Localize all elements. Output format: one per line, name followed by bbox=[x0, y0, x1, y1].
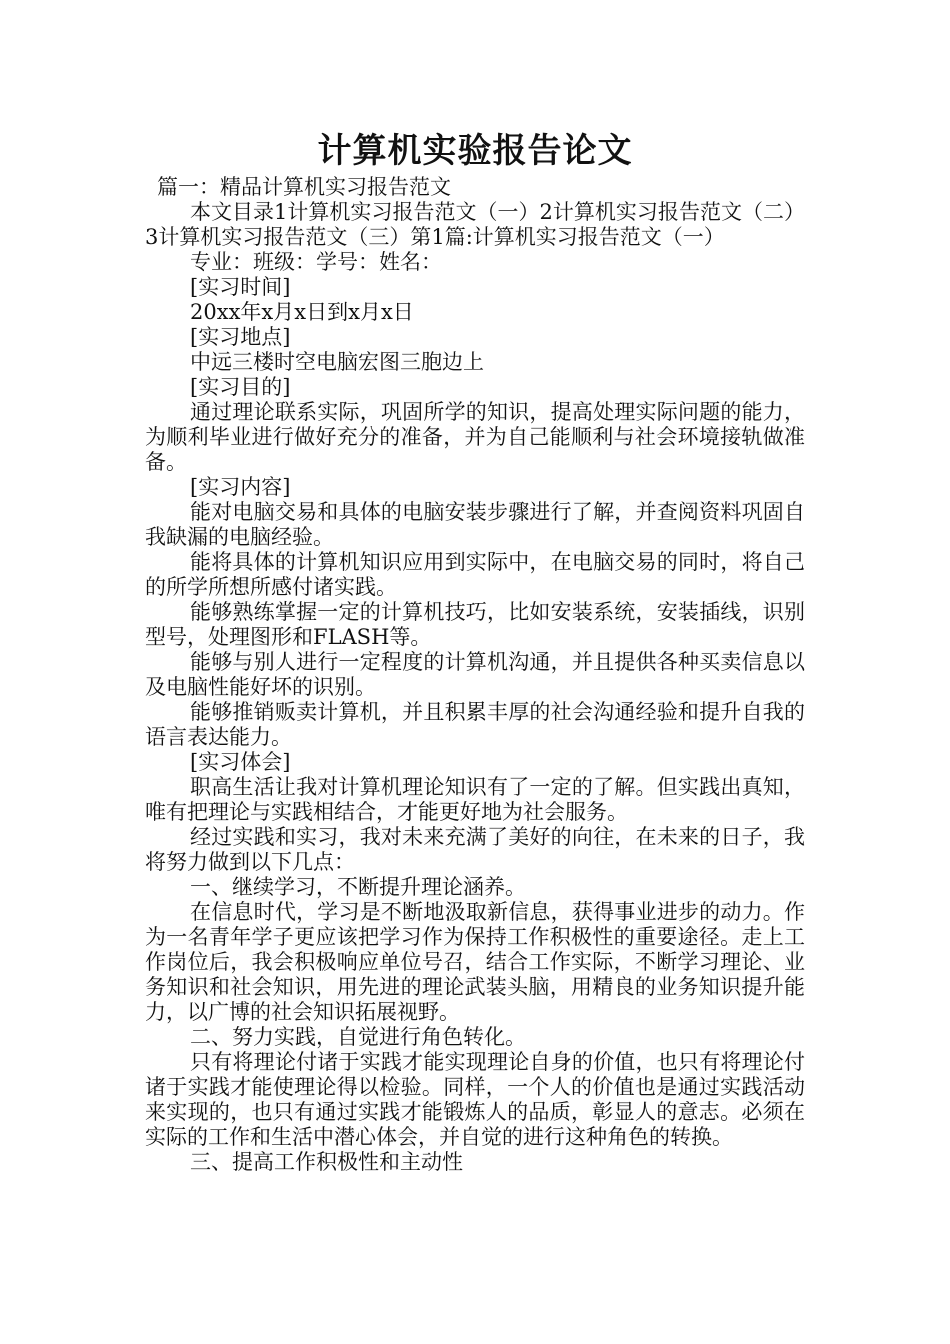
paragraph: 篇一：精品计算机实习报告范文 bbox=[157, 175, 451, 199]
paragraph: 能将具体的计算机知识应用到实际中，在电脑交易的同时，将自己的所学所想所感付诸实践。 bbox=[145, 550, 805, 599]
paragraph: 能够熟练掌握一定的计算机技巧，比如安装系统，安装插线，识别型号，处理图形和FLASH等。 bbox=[145, 600, 805, 649]
paragraph: 本文目录1计算机实习报告范文（一）2计算机实习报告范文（二）3计算机实习报告范文（三）第1篇:计算机实习报告范文（一） bbox=[145, 200, 805, 249]
paragraph: 经过实践和实习，我对未来充满了美好的向往，在未来的日子，我将努力做到以下几点： bbox=[145, 825, 805, 874]
paragraph: [实习体会] bbox=[190, 750, 291, 774]
paragraph: 通过理论联系实际，巩固所学的知识，提高处理实际问题的能力，为顺利毕业进行做好充分的准备，并为自己能顺利与社会环境接轨做准备。 bbox=[145, 400, 805, 474]
paragraph: 能对电脑交易和具体的电脑安装步骤进行了解，并查阅资料巩固自我缺漏的电脑经验。 bbox=[145, 500, 805, 549]
paragraph: [实习地点] bbox=[190, 325, 291, 349]
paragraph: 二、努力实践，自觉进行角色转化。 bbox=[190, 1025, 526, 1049]
paragraph: 中远三楼时空电脑宏图三胞边上 bbox=[190, 350, 484, 374]
document-body bbox=[145, 175, 805, 1175]
paragraph: 能够推销贩卖计算机，并且积累丰厚的社会沟通经验和提升自我的语言表达能力。 bbox=[145, 700, 805, 749]
paragraph: [实习目的] bbox=[190, 375, 291, 399]
paragraph: 能够与别人进行一定程度的计算机沟通，并且提供各种买卖信息以及电脑性能好坏的识别。 bbox=[145, 650, 805, 699]
paragraph: 三、提高工作积极性和主动性 bbox=[190, 1150, 463, 1174]
paragraph: 职高生活让我对计算机理论知识有了一定的了解。但实践出真知，唯有把理论与实践相结合，才能更好地为社会服务。 bbox=[145, 775, 805, 824]
paragraph: [实习内容] bbox=[190, 475, 291, 499]
document-title: 计算机实验报告论文 bbox=[317, 131, 633, 171]
paragraph: 20xx年x月x日到x月x日 bbox=[190, 300, 414, 324]
paragraph: 在信息时代，学习是不断地汲取新信息，获得事业进步的动力。作为一名青年学子更应该把学习作为保持工作积极性的重要途径。走上工作岗位后，我会积极响应单位号召，结合工作实际，不断学习理论、业务知识和社会知识，用先进的理论武装头脑，用精良的业务知识提升能力，以广博的社会知识拓展视野。 bbox=[145, 900, 805, 1024]
paragraph: 只有将理论付诸于实践才能实现理论自身的价值，也只有将理论付诸于实践才能使理论得以检验。同样，一个人的价值也是通过实践活动来实现的，也只有通过实践才能锻炼人的品质，彰显人的意志。必须在实际的工作和生活中潜心体会，并自觉的进行这种角色的转换。 bbox=[145, 1050, 805, 1149]
paragraph: 一、继续学习，不断提升理论涵养。 bbox=[190, 875, 526, 899]
paragraph: [实习时间] bbox=[190, 275, 291, 299]
paragraph: 专业：班级：学号：姓名： bbox=[190, 250, 442, 274]
